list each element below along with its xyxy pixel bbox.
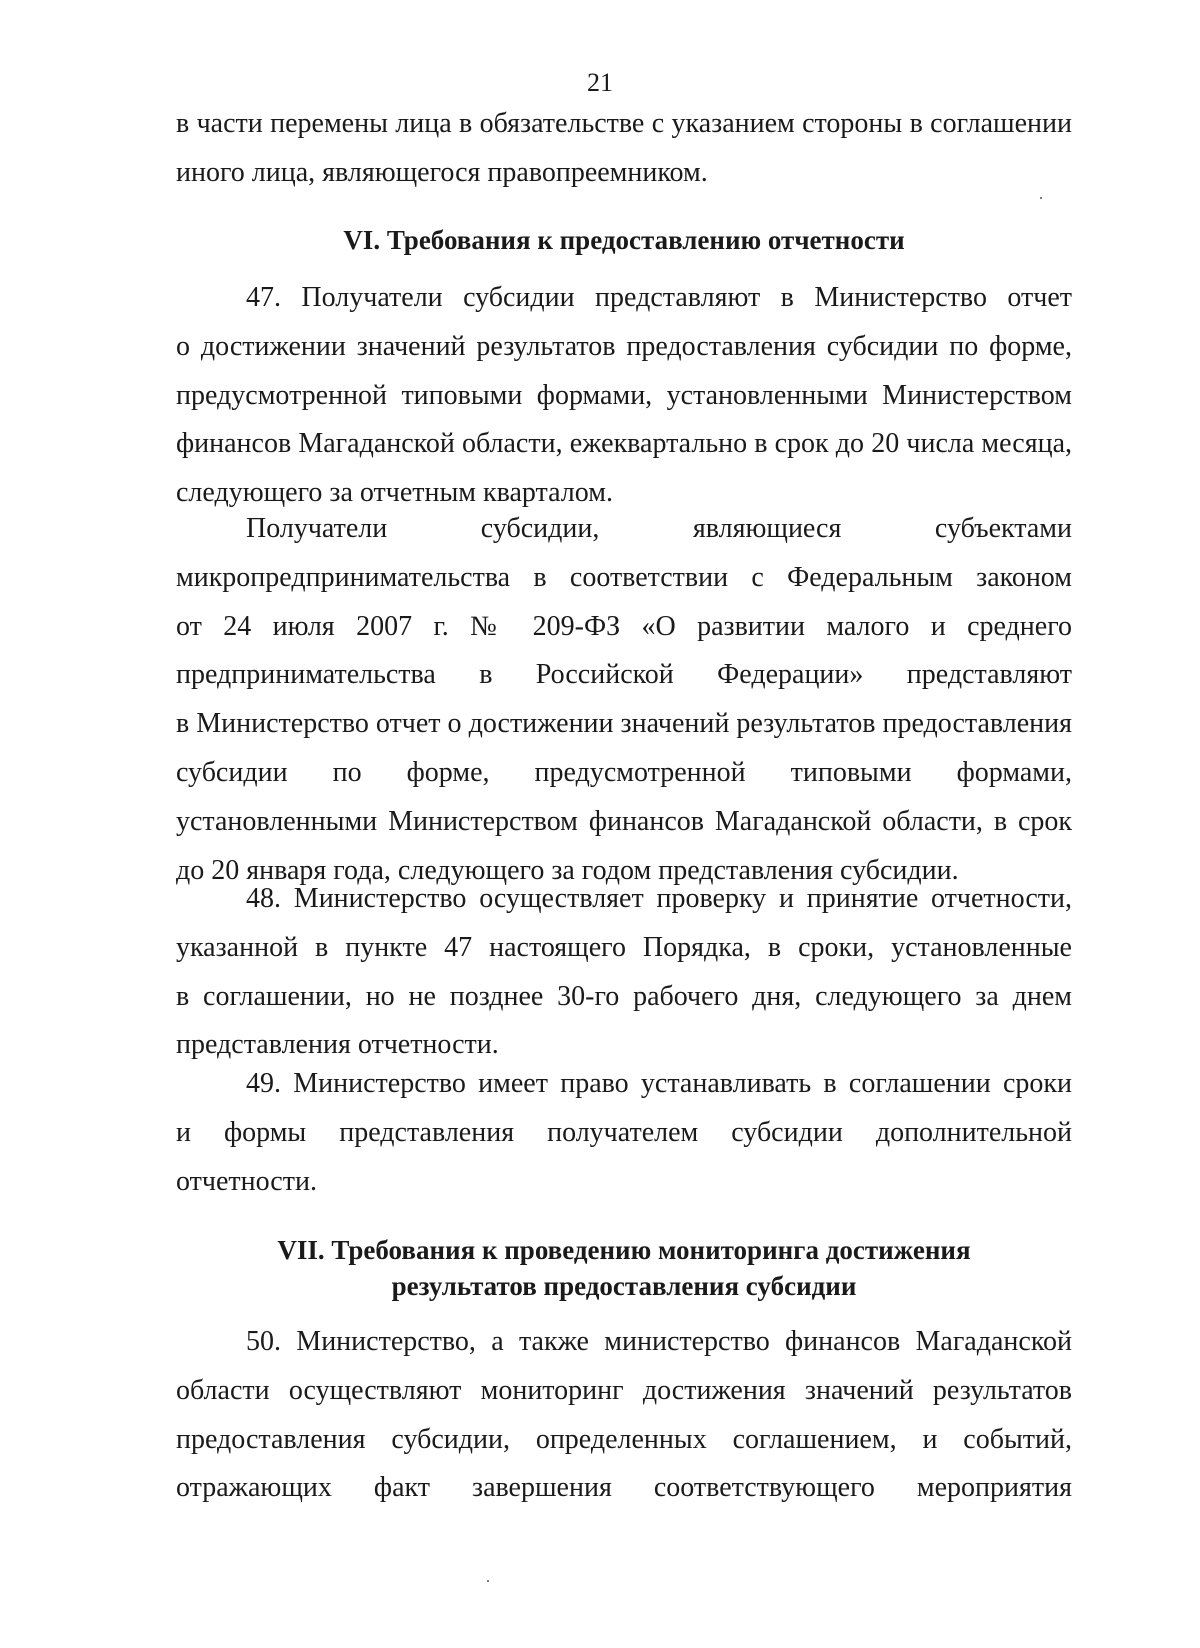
text-line: иного лица, являющегося правопреемником. bbox=[176, 156, 708, 188]
heading-line: результатов предоставления субсидии bbox=[391, 1271, 857, 1301]
text-line: в соглашении, но не позднее 30-го рабочего дня, следующего за днем bbox=[176, 980, 1072, 1012]
text-line: предусмотренной типовыми формами, установленными Министерством bbox=[176, 379, 1072, 411]
heading-line: VII. Требования к проведению мониторинга достижения bbox=[277, 1235, 971, 1265]
text-line: от 24 июля 2007 г. № 209-ФЗ «О развитии малого и среднего bbox=[176, 610, 1072, 642]
text-line: до 20 января года, следующего за годом представления субсидии. bbox=[176, 854, 959, 886]
text-line: 49. Министерство имеет право устанавливать в соглашении сроки bbox=[246, 1068, 1072, 1099]
text-line: в части перемены лица в обязательстве с указанием стороны в соглашении bbox=[176, 108, 1072, 139]
text-line: о достижении значений результатов предоставления субсидии по форме, bbox=[176, 330, 1072, 362]
text-line: и формы представления получателем субсидии дополнительной bbox=[176, 1116, 1072, 1148]
scan-speck bbox=[1040, 197, 1042, 199]
text-line: предоставления субсидии, определенных соглашением, и событий, bbox=[176, 1423, 1072, 1455]
text-line: 47. Получатели субсидии представляют в Министерство отчет bbox=[246, 282, 1072, 313]
text-line: предпринимательства в Российской Федерации» представляют bbox=[176, 659, 1072, 691]
text-line: установленными Министерством финансов Магаданской области, в срок bbox=[176, 805, 1072, 837]
text-line: финансов Магаданской области, ежеквартально в срок до 20 числа месяца, bbox=[176, 428, 1072, 460]
scan-speck bbox=[487, 1580, 489, 1582]
text-line: субсидии по форме, предусмотренной типовыми формами, bbox=[176, 756, 1072, 788]
text-line: представления отчетности. bbox=[176, 1029, 499, 1061]
text-line: Получатели субсидии, являющиеся субъектами bbox=[246, 513, 1072, 544]
section-heading-vii bbox=[176, 1232, 1072, 1304]
text-line: следующего за отчетным кварталом. bbox=[176, 477, 613, 509]
text-line: области осуществляют мониторинг достижения значений результатов bbox=[176, 1374, 1072, 1406]
text-line: микропредпринимательства в соответствии с Федеральным законом bbox=[176, 561, 1072, 593]
text-line: отражающих факт завершения соответствующего мероприятия bbox=[176, 1472, 1072, 1504]
text-line: 50. Министерство, а также министерство финансов Магаданской bbox=[246, 1326, 1072, 1357]
text-line: отчетности. bbox=[176, 1165, 317, 1197]
paragraph-49 bbox=[176, 1060, 1072, 1206]
paragraph-50 bbox=[176, 1318, 1072, 1513]
paragraph-48 bbox=[176, 875, 1072, 1070]
text-line: в Министерство отчет о достижении значений результатов предоставления bbox=[176, 708, 1072, 740]
section-heading-vi: VI. Требования к предоставлению отчетности bbox=[343, 225, 905, 255]
text-line: 48. Министерство осуществляет проверку и принятие отчетности, bbox=[246, 883, 1072, 914]
continuation-paragraph bbox=[176, 100, 1072, 198]
page-number: 21 bbox=[587, 68, 613, 97]
text-line: указанной в пункте 47 настоящего Порядка, в сроки, установленные bbox=[176, 931, 1072, 963]
paragraph-47 bbox=[176, 274, 1072, 518]
paragraph-47-micro bbox=[176, 505, 1072, 895]
